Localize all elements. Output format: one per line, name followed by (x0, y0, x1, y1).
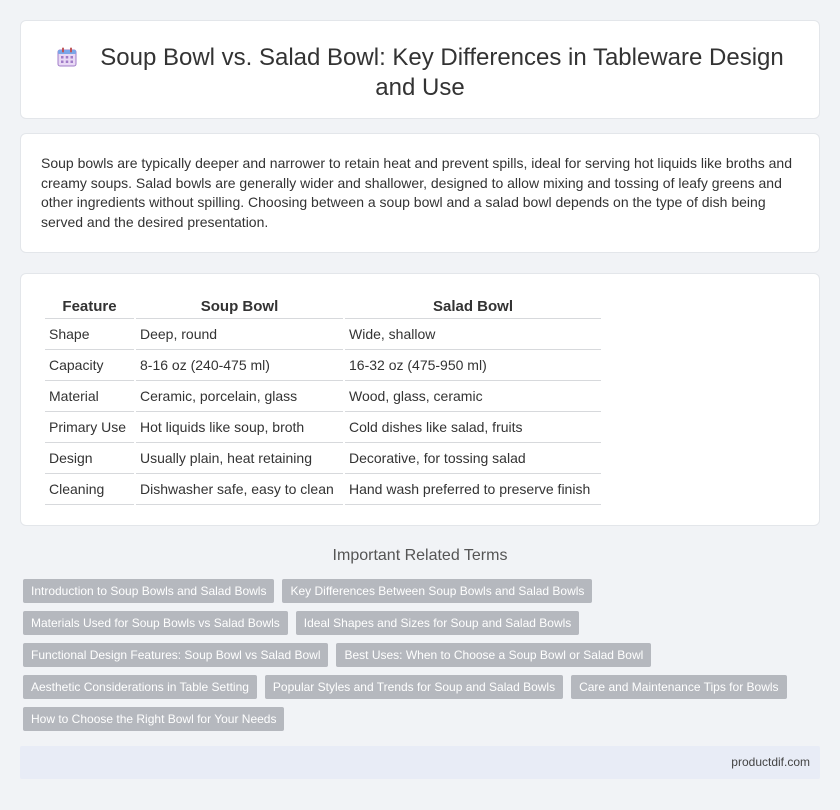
salad-bowl-cell: 16-32 oz (475-950 ml) (345, 350, 601, 381)
soup-bowl-cell: Usually plain, heat retaining (136, 443, 343, 474)
header-feature: Feature (45, 295, 134, 319)
salad-bowl-cell: Hand wash preferred to preserve finish (345, 474, 601, 505)
intro-paragraph: Soup bowls are typically deeper and narrower to retain heat and prevent spills, ideal for serving hot liquids like broths and creamy soups. Salad bowls are generally wider and shallower, designed to allow mixing and tossing of leafy greens and other ingredients without spilling. Choosing between a soup bowl and a salad bowl depends on the type of dish being served and the desired presentation. (41, 155, 792, 230)
related-term-link[interactable]: Ideal Shapes and Sizes for Soup and Salad Bowls (296, 611, 580, 635)
title-row (21, 43, 819, 103)
table-row (45, 443, 601, 474)
feature-cell: Capacity (45, 350, 134, 381)
related-term-link[interactable]: Aesthetic Considerations in Table Setting (23, 675, 257, 699)
header-soup-bowl: Soup Bowl (136, 295, 343, 319)
related-term-link[interactable]: Functional Design Features: Soup Bowl vs Salad Bowl (23, 643, 328, 667)
soup-bowl-cell: 8-16 oz (240-475 ml) (136, 350, 343, 381)
related-term-link[interactable]: Care and Maintenance Tips for Bowls (571, 675, 786, 699)
soup-bowl-cell: Hot liquids like soup, broth (136, 412, 343, 443)
title-card (20, 20, 820, 119)
page-title (21, 43, 819, 103)
calendar-icon (56, 46, 78, 68)
feature-cell: Shape (45, 319, 134, 350)
table-row (45, 381, 601, 412)
page-title-line-2: and Use (375, 74, 465, 101)
related-terms-heading: Important Related Terms (332, 547, 508, 564)
feature-cell: Cleaning (45, 474, 134, 505)
soup-bowl-cell: Dishwasher safe, easy to clean (136, 474, 343, 505)
related-terms-list (23, 579, 803, 739)
feature-cell: Primary Use (45, 412, 134, 443)
related-term-link[interactable]: How to Choose the Right Bowl for Your Needs (23, 707, 284, 731)
table-header-row (45, 295, 601, 319)
header-salad-bowl: Salad Bowl (345, 295, 601, 319)
comparison-card (20, 273, 820, 526)
footer-site-name: productdif.com (731, 755, 810, 769)
intro-card (20, 133, 820, 253)
footer (20, 746, 820, 779)
salad-bowl-cell: Wood, glass, ceramic (345, 381, 601, 412)
related-term-link[interactable]: Best Uses: When to Choose a Soup Bowl or Salad Bowl (336, 643, 651, 667)
page-title-line-1: Soup Bowl vs. Salad Bowl: Key Differences in Tableware Design (100, 44, 784, 71)
salad-bowl-cell: Wide, shallow (345, 319, 601, 350)
table-row (45, 350, 601, 381)
table-row (45, 474, 601, 505)
soup-bowl-cell: Deep, round (136, 319, 343, 350)
related-term-link[interactable]: Key Differences Between Soup Bowls and Salad Bowls (282, 579, 592, 603)
salad-bowl-cell: Decorative, for tossing salad (345, 443, 601, 474)
salad-bowl-cell: Cold dishes like salad, fruits (345, 412, 601, 443)
related-term-link[interactable]: Popular Styles and Trends for Soup and Salad Bowls (265, 675, 563, 699)
feature-cell: Material (45, 381, 134, 412)
table-row (45, 412, 601, 443)
table-row (45, 319, 601, 350)
comparison-table (43, 295, 603, 505)
related-term-link[interactable]: Materials Used for Soup Bowls vs Salad Bowls (23, 611, 288, 635)
soup-bowl-cell: Ceramic, porcelain, glass (136, 381, 343, 412)
related-term-link[interactable]: Introduction to Soup Bowls and Salad Bowls (23, 579, 274, 603)
feature-cell: Design (45, 443, 134, 474)
